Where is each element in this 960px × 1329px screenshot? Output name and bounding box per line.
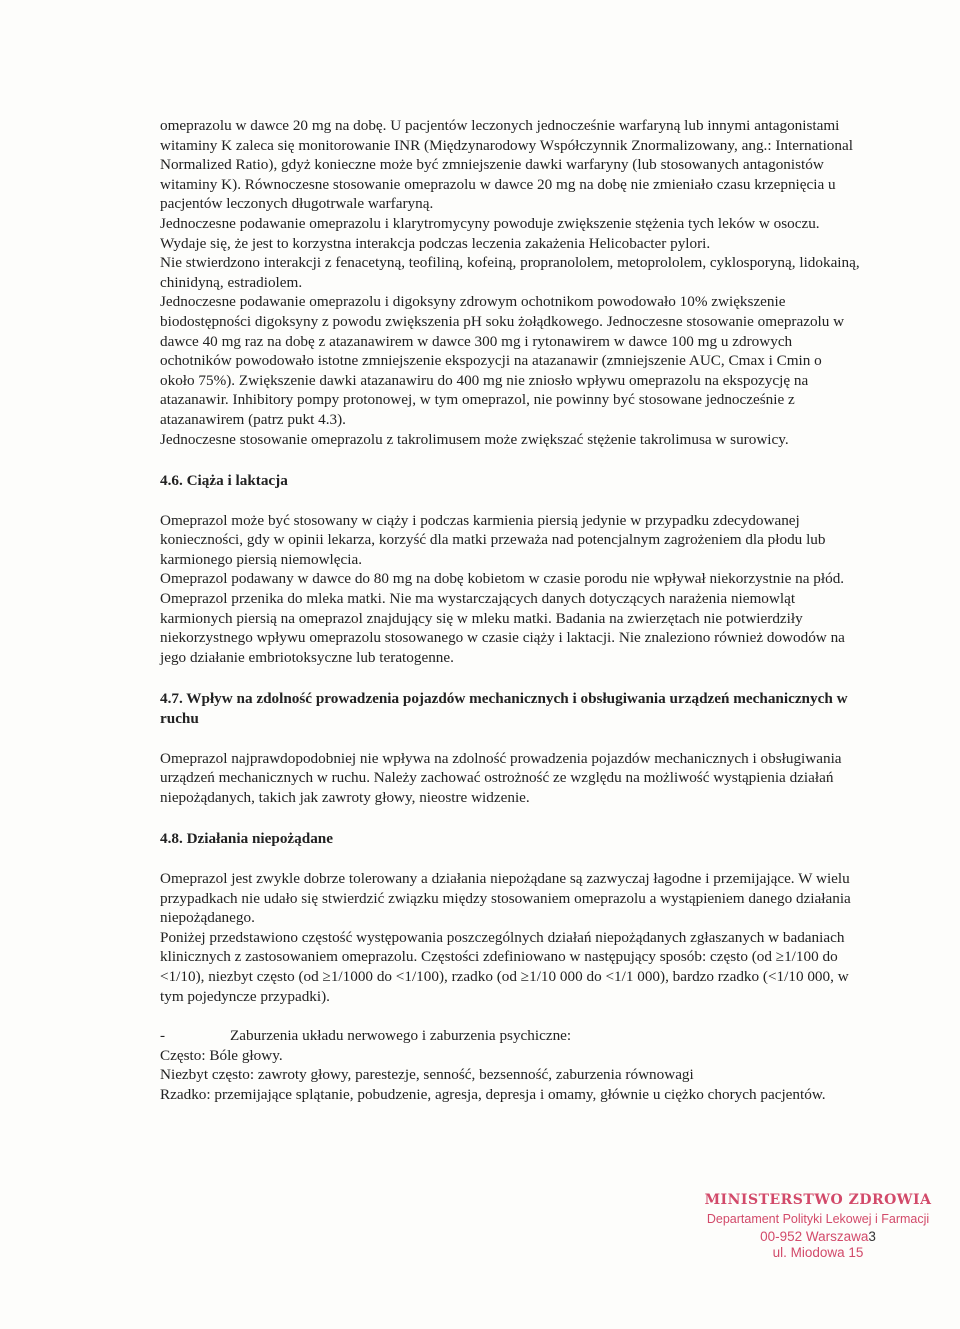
stamp-org: MINISTERSTWO ZDROWIA — [704, 1192, 932, 1208]
section-heading-4-8: 4.8. Działania niepożądane — [160, 830, 333, 848]
paragraph-rare: Rzadko: przemijające splątanie, pobudzenie, agresja, depresja i omamy, głównie u ciężko chorych pacjentów. — [160, 1085, 826, 1103]
paragraph-tolerance: Omeprazol jest zwykle dobrze tolerowany a działania niepożądane są zazwyczaj łagodne i przemijające. W wielu przypadkach nie udało się stwierdzić związku między stosowaniem omeprazolu a wystąpieniem danego działania niepożądanego. — [160, 870, 851, 927]
section-heading-4-7: 4.7. Wpływ na zdolność prowadzenia pojazdów mechanicznych i obsługiwania urządzeń mechanicznych w ruchu — [160, 690, 848, 728]
paragraph-lactation: Omeprazol przenika do mleka matki. Nie ma wystarczających danych dotyczących narażenia niemowląt karmionych piersią na omeprazol znajdujący się w mleku matki. Badania na zwierzętach nie potwierdziły niekorzystnego wpływu omeprazolu stosowanego w czasie ciąży i laktacji. Nie znaleziono również dowodów na jego działanie embriotoksyczne lub teratogenne. — [160, 590, 845, 666]
paragraph-uncommon: Niezbyt często: zawroty głowy, parestezje, senność, bezsenność, zaburzenia równowagi — [160, 1066, 694, 1084]
paragraph-driving: Omeprazol najprawdopodobniej nie wpływa na zdolność prowadzenia pojazdów mechanicznych i obsługiwania urządzeń mechanicznych w ruchu. Należy zachować ostrożność ze względu na możliwość wystąpienia działań niepożądanych, takich jak zawroty głowy, nieostre widzenie. — [160, 749, 842, 806]
paragraph-labor: Omeprazol podawany w dawce do 80 mg na dobę kobietom w czasie porodu nie wpływał niekorzystnie na płód. — [160, 570, 845, 588]
list-item-nervous-system — [160, 1026, 860, 1046]
paragraph-common: Często: Bóle głowy. — [160, 1046, 283, 1064]
paragraph-digoxin-atazanavir: Jednoczesne podawanie omeprazolu i digoksyny zdrowym ochotnikom powodowało 10% zwiększenie biodostępności digoksyny z powodu zwiększenia pH soku żołądkowego. Jednoczesne stosowanie omeprazolu w dawce 40 mg raz na dobę z atazanawirem w dawce 300 mg i rytonawirem w dawce 100 mg u zdrowych ochotników powodowało istotne zmniejszenie ekspozycji na atazanawir (zmniejszenie AUC, Cmax i Cmin o około 75%). Zwiększenie dawki atazanawiru do 400 mg nie zniosło wpływu omeprazolu na ekspozycję na atazanawir. Inhibitory pompy protonowej, w tym omeprazol, nie powinny być stosowane jednocześnie z atazanawirem (patrz pukt 4.3). — [160, 293, 845, 428]
paragraph-tacrolimus: Jednoczesne stosowanie omeprazolu z takrolimusem może zwiększać stężenie takrolimusa w surowicy. — [160, 430, 789, 448]
stamp-postal: 00-952 Warszawa — [760, 1229, 869, 1244]
paragraph-no-interactions: Nie stwierdzono interakcji z fenacetyną, teofiliną, kofeiną, propranololem, metoprololem, cyklosporyną, lidokainą, chinidyną, estradiolem. — [160, 254, 860, 291]
stamp-department: Departament Polityki Lekowej i Farmacji — [706, 1212, 930, 1226]
paragraph-frequency: Poniżej przedstawiono częstość występowania poszczególnych działań niepożądanych zgłaszanych w badaniach klinicznych z zastosowaniem omeprazolu. Częstości zdefiniowano w następujący sposób: często (od ≥1/100 do <1/10), niezbyt często (od ≥1/1000 do <1/100), rzadko (od ≥1/10 000 do <1/1 000), bardzo rzadko (<1/10 000, w tym pojedyncze przypadki). — [160, 928, 849, 1005]
ministry-stamp — [698, 1192, 938, 1260]
page-number: 3 — [868, 1229, 876, 1244]
document-page — [160, 116, 860, 1105]
paragraph-pregnancy: Omeprazol może być stosowany w ciąży i podczas karmienia piersią jedynie w przypadku zdecydowanej konieczności, gdy w opinii lekarza, korzyść dla matki przeważa nad potencjalnym zagrożeniem dla płodu lub karmionego piersią niemowlęcia. — [160, 511, 826, 568]
stamp-address — [698, 1229, 938, 1244]
paragraph-warfarin: omeprazolu w dawce 20 mg na dobę. U pacjentów leczonych jednocześnie warfaryną lub innymi antagonistami witaminy K zaleca się monitorowanie INR (Międzynarodowy Współczynnik Znormalizowany, ang.: International Normalized Ratio), gdyż konieczne może być zmniejszenie dawki warfaryny (lub stosowanych antagonistów witaminy K). Równoczesne stosowanie omeprazolu w dawce 20 mg na dobę nie zmieniało czasu krzepnięcia u pacjentów leczonych długotrwale warfaryną. — [160, 117, 853, 213]
paragraph-clarithromycin: Jednoczesne podawanie omeprazolu i klarytromycyny powoduje zwiększenie stężenia tych leków w osoczu. Wydaje się, że jest to korzystna interakcja podczas leczenia zakażenia Helicobacter pylori. — [160, 214, 820, 252]
list-item-label: Zaburzenia układu nerwowego i zaburzenia psychiczne: — [230, 1027, 572, 1045]
section-heading-4-6: 4.6. Ciąża i laktacja — [160, 472, 288, 490]
list-dash: - — [160, 1027, 166, 1045]
stamp-street: ul. Miodowa 15 — [772, 1245, 864, 1260]
